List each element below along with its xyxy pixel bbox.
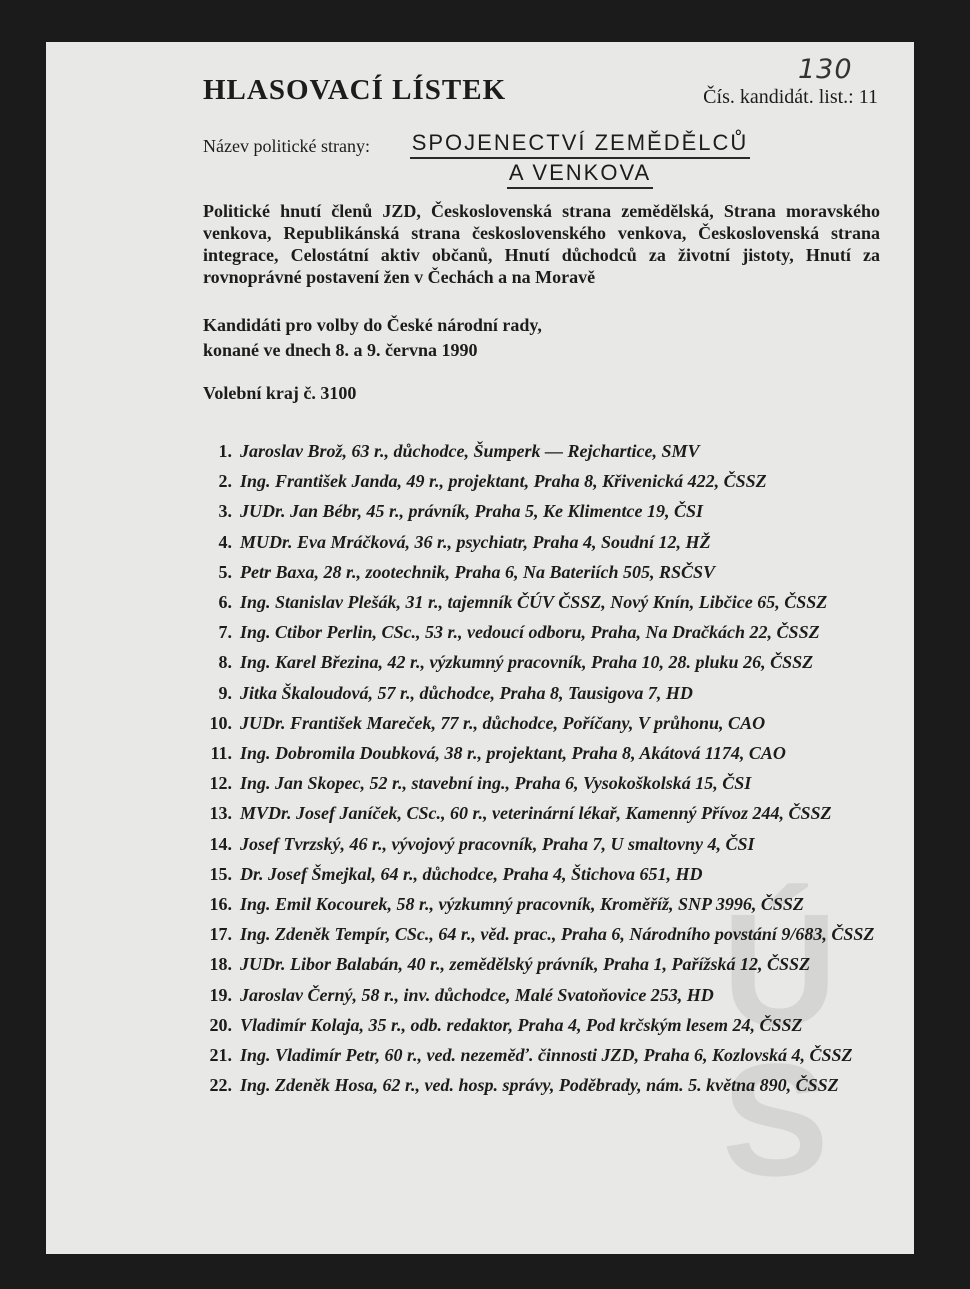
candidate-row: [190, 1070, 890, 1100]
candidate-row: [190, 738, 890, 768]
candidate-details: Ing. Zdeněk Tempír, CSc., 64 r., věd. prac., Praha 6, Národního povstání 9/683, ČSSZ: [240, 924, 875, 945]
candidate-row: [190, 436, 890, 466]
candidate-row: [190, 949, 890, 979]
candidate-details: Jitka Škaloudová, 57 r., důchodce, Praha 8, Tausigova 7, HD: [240, 682, 693, 703]
candidate-row: [190, 829, 890, 859]
candidate-details: JUDr. Libor Balabán, 40 r., zemědělský právník, Praha 1, Pařížská 12, ČSSZ: [240, 954, 811, 975]
candidate-details: Petr Baxa, 28 r., zootechnik, Praha 6, Na Bateriích 505, RSČSV: [240, 561, 716, 582]
candidate-number: 18.: [209, 954, 232, 975]
candidate-number: 8.: [218, 652, 232, 673]
candidate-details: Ing. Stanislav Plešák, 31 r., tajemník ČÚV ČSSZ, Nový Knín, Libčice 65, ČSSZ: [240, 592, 828, 613]
candidate-row: [190, 557, 890, 587]
party-name-line-2: A VENKOVA: [507, 159, 653, 189]
candidate-number: 12.: [209, 773, 232, 794]
candidate-row: [190, 496, 890, 526]
electoral-region: Volební kraj č. 3100: [203, 383, 357, 403]
candidate-details: Vladimír Kolaja, 35 r., odb. redaktor, Praha 4, Pod krčským lesem 24, ČSSZ: [240, 1014, 803, 1035]
candidate-number: 15.: [209, 863, 232, 884]
candidate-number: 9.: [218, 682, 232, 703]
candidate-number: 1.: [218, 441, 232, 461]
candidate-row: [190, 798, 890, 828]
candidate-number: 5.: [218, 561, 232, 582]
coalition-members: Politické hnutí členů JZD, Československá strana zemědělská, Strana moravského venkova, Republikánská strana československého venkova, Československá strana integrace, Celostátní aktiv občanů, Hnutí důchodců za životní jistoty, Hnutí za rovnoprávné postavení žen v Čechách a na Moravě: [203, 201, 880, 287]
candidate-details: Ing. Zdeněk Hosa, 62 r., ved. hosp. správy, Poděbrady, nám. 5. května 890, ČSSZ: [240, 1075, 839, 1096]
candidate-row: [190, 980, 890, 1010]
candidate-row: [190, 1010, 890, 1040]
candidate-number: 3.: [218, 501, 232, 522]
candidate-number: 22.: [209, 1075, 232, 1096]
candidate-number: 21.: [209, 1045, 232, 1066]
candidate-number: 14.: [209, 833, 232, 854]
candidate-list-number: Čís. kandidát. list.: 11: [703, 86, 878, 108]
candidate-details: Dr. Josef Šmejkal, 64 r., důchodce, Praha 4, Štichova 651, HD: [240, 863, 703, 884]
candidate-row: [190, 466, 890, 496]
election-info: [203, 313, 542, 363]
candidate-number: 16.: [209, 894, 232, 915]
candidate-number: 6.: [218, 592, 232, 613]
election-line-2: konané ve dnech 8. a 9. června 1990: [203, 340, 478, 360]
candidate-details: Ing. Emil Kocourek, 58 r., výzkumný pracovník, Kroměříž, SNP 3996, ČSSZ: [240, 894, 804, 915]
candidate-row: [190, 1040, 890, 1070]
candidate-details: Ing. Karel Březina, 42 r., výzkumný pracovník, Praha 10, 28. pluku 26, ČSSZ: [240, 652, 814, 673]
candidate-number: 2.: [218, 471, 232, 492]
candidate-details: Jaroslav Brož, 63 r., důchodce, Šumperk — Rejchartice, SMV: [240, 441, 700, 461]
candidate-number: 10.: [209, 712, 232, 733]
candidate-row: [190, 527, 890, 557]
handwritten-page-number: 130: [798, 54, 853, 85]
candidate-number: 17.: [209, 924, 232, 945]
party-name: [390, 129, 770, 189]
candidate-row: [190, 617, 890, 647]
candidate-number: 13.: [209, 803, 232, 824]
candidate-list: [190, 436, 890, 1100]
candidate-row: [190, 919, 890, 949]
archive-watermark: Ú S: [722, 880, 838, 1209]
candidate-details: JUDr. František Mareček, 77 r., důchodce, Poříčany, V průhonu, CAO: [240, 712, 766, 733]
candidate-details: Jaroslav Černý, 58 r., inv. důchodce, Malé Svatoňovice 253, HD: [240, 984, 714, 1005]
candidate-row: [190, 647, 890, 677]
party-label: Název politické strany:: [203, 136, 370, 156]
candidate-row: [190, 678, 890, 708]
candidate-details: Ing. Vladimír Petr, 60 r., ved. nezeměď. činnosti JZD, Praha 6, Kozlovská 4, ČSSZ: [240, 1045, 853, 1066]
candidate-row: [190, 889, 890, 919]
candidate-details: Ing. František Janda, 49 r., projektant, Praha 8, Křivenická 422, ČSSZ: [240, 471, 767, 492]
candidate-details: MVDr. Josef Janíček, CSc., 60 r., veterinární lékař, Kamenný Přívoz 244, ČSSZ: [240, 803, 832, 824]
candidate-number: 4.: [218, 531, 232, 552]
candidate-row: [190, 859, 890, 889]
candidate-details: Josef Tvrzský, 46 r., vývojový pracovník, Praha 7, U smaltovny 4, ČSI: [240, 833, 755, 854]
candidate-number: 19.: [209, 984, 232, 1005]
candidate-row: [190, 708, 890, 738]
candidate-details: JUDr. Jan Bébr, 45 r., právník, Praha 5, Ke Klimentce 19, ČSI: [240, 501, 704, 522]
candidate-row: [190, 768, 890, 798]
candidate-number: 20.: [209, 1014, 232, 1035]
candidate-details: Ing. Jan Skopec, 52 r., stavební ing., Praha 6, Vysokoškolská 15, ČSI: [240, 773, 752, 794]
candidate-number: 11.: [210, 743, 232, 764]
candidate-details: MUDr. Eva Mráčková, 36 r., psychiatr, Praha 4, Soudní 12, HŽ: [240, 531, 711, 552]
party-name-line-1: SPOJENECTVÍ ZEMĚDĚLCŮ: [410, 129, 751, 159]
candidate-details: Ing. Dobromila Doubková, 38 r., projektant, Praha 8, Akátová 1174, CAO: [240, 743, 786, 764]
candidate-number: 7.: [218, 622, 232, 643]
candidate-details: Ing. Ctibor Perlin, CSc., 53 r., vedoucí odboru, Praha, Na Dračkách 22, ČSSZ: [240, 622, 820, 643]
election-line-1: Kandidáti pro volby do České národní rady,: [203, 315, 542, 335]
candidate-row: [190, 587, 890, 617]
ballot-title: HLASOVACÍ LÍSTEK: [203, 74, 507, 106]
